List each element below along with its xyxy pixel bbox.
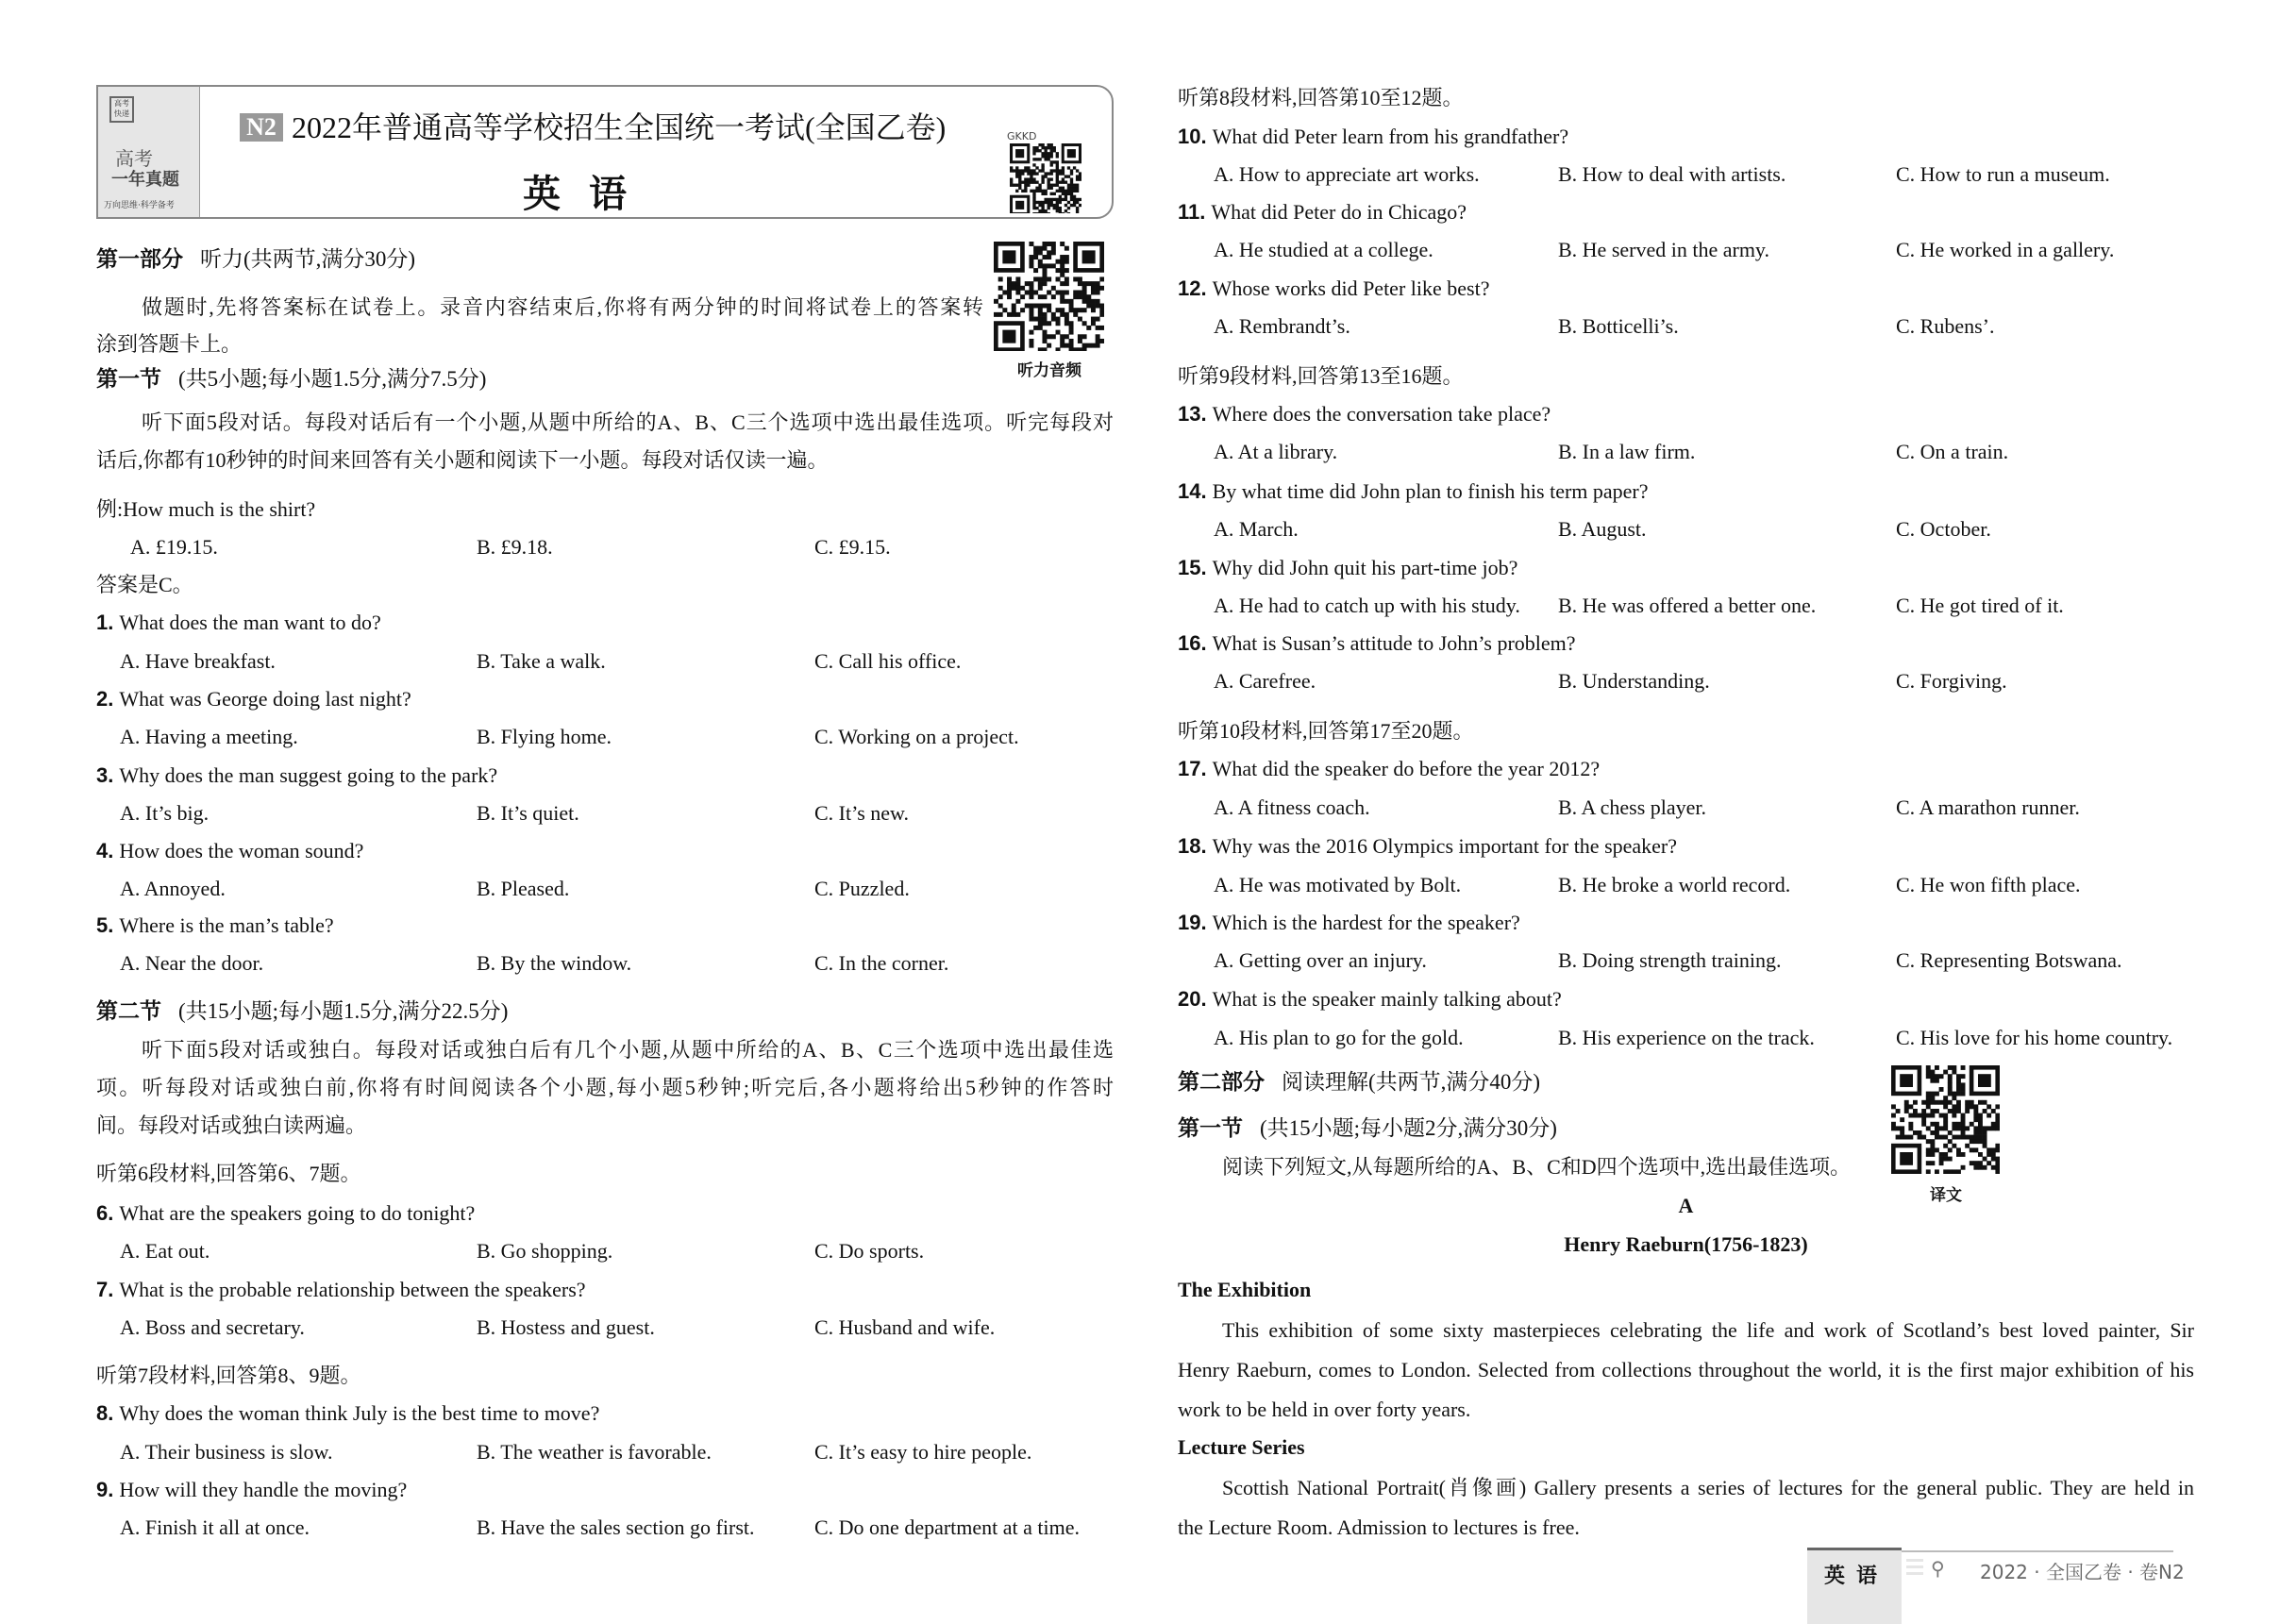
question <box>96 1477 407 1503</box>
text-line: Scottish National Portrait(肖像画) Gallery presents a series of lectures for the general public. They are held in <box>1222 1476 2194 1499</box>
text-line: 话后,你都有10秒钟的时间来回答有关小题和阅读下一小题。每段对话仅读一遍。 <box>96 448 829 472</box>
option-b[interactable]: B. His experience on the track. <box>1558 1026 1815 1049</box>
qr-code-listening-icon[interactable] <box>994 242 1104 351</box>
question-text: What is the probable relationship between the speakers? <box>119 1278 586 1301</box>
section-heading <box>1178 1115 1557 1142</box>
section-label: 第二部分 <box>1178 1070 1265 1094</box>
paper-badge: N2 <box>240 113 283 142</box>
question-number: 10. <box>1178 125 1207 148</box>
option-b[interactable]: B. Doing strength training. <box>1558 948 1782 972</box>
question <box>1178 910 1520 936</box>
option-a[interactable]: A. Have breakfast. <box>120 649 276 673</box>
text-line: 项。听每段对话或独白前,你将有时间阅读各个小题,每小题5秒钟;听完后,各小题将给出5秒钟的作答时 <box>96 1076 1114 1099</box>
option-a[interactable]: A. Boss and secretary. <box>120 1315 305 1339</box>
question-text: Why does the man suggest going to the park? <box>119 763 498 787</box>
option-a[interactable]: A. Having a meeting. <box>120 725 298 748</box>
footer-paper-info: 2022 · 全国乙卷 · 卷N2 <box>1980 1561 2185 1583</box>
section-label: 第一部分 <box>96 247 183 271</box>
section-heading <box>96 998 508 1025</box>
question-text: What did Peter do in Chicago? <box>1211 200 1467 224</box>
question-text: Why was the 2016 Olympics important for the speaker? <box>1212 834 1678 858</box>
question <box>96 912 334 939</box>
question-number: 5. <box>96 913 114 937</box>
option-c[interactable]: C. A marathon runner. <box>1896 795 2080 819</box>
question-text: What was George doing last night? <box>119 687 411 711</box>
question-number: 16. <box>1178 631 1207 655</box>
option-a[interactable]: A. Eat out. <box>120 1239 210 1263</box>
option-a[interactable]: A. A fitness coach. <box>1214 795 1370 819</box>
option-a[interactable]: A. Rembrandt’s. <box>1214 314 1350 338</box>
question-number: 8. <box>96 1401 114 1425</box>
option-a[interactable]: A. Near the door. <box>120 951 264 975</box>
qr-caption: GKKD <box>1007 130 1037 142</box>
question-text: How does the woman sound? <box>119 839 364 862</box>
option-a[interactable]: A. £19.15. <box>130 535 218 559</box>
footer-subject-tab <box>1807 1548 1902 1624</box>
option-a[interactable]: A. Annoyed. <box>120 877 226 900</box>
question <box>1178 401 1551 427</box>
question <box>1178 124 1568 150</box>
qr-code-icon[interactable] <box>1010 143 1081 213</box>
option-b[interactable]: B. The weather is favorable. <box>477 1440 712 1464</box>
option-c[interactable]: C. Puzzled. <box>814 877 910 900</box>
option-a[interactable]: A. Finish it all at once. <box>120 1515 310 1539</box>
qr-listening-label: 听力音频 <box>1017 361 1081 380</box>
option-b[interactable]: B. In a law firm. <box>1558 440 1696 463</box>
text-line: 例:How much is the shirt? <box>96 497 316 521</box>
option-a[interactable]: A. Getting over an injury. <box>1214 948 1427 972</box>
side-label-1: 高考 <box>115 147 153 170</box>
option-a[interactable]: A. It’s big. <box>120 801 210 825</box>
section-label: 第一节 <box>1178 1116 1243 1140</box>
option-c[interactable]: C. £9.15. <box>814 535 891 559</box>
question-text: Which is the hardest for the speaker? <box>1212 911 1520 934</box>
question-number: 7. <box>96 1278 114 1301</box>
text-line: 听第9段材料,回答第13至16题。 <box>1178 364 1464 388</box>
text-line: 阅读下列短文,从每题所给的A、B、C和D四个选项中,选出最佳选项。 <box>1222 1155 1852 1179</box>
exam-header <box>96 85 1114 219</box>
option-c[interactable]: C. He got tired of it. <box>1896 594 2064 617</box>
option-b[interactable]: B. He served in the army. <box>1558 238 1770 261</box>
question-number: 1. <box>96 611 114 634</box>
question-text: Whose works did Peter like best? <box>1212 276 1490 300</box>
question-number: 11. <box>1178 200 1206 224</box>
question-number: 17. <box>1178 757 1207 780</box>
option-a[interactable]: A. His plan to go for the gold. <box>1214 1026 1464 1049</box>
question <box>1178 555 1517 581</box>
option-c[interactable]: C. Call his office. <box>814 649 962 673</box>
option-b[interactable]: B. Understanding. <box>1558 669 1710 693</box>
question-number: 13. <box>1178 402 1207 426</box>
option-b[interactable]: B. Pleased. <box>477 877 570 900</box>
option-a[interactable]: A. At a library. <box>1214 440 1338 463</box>
passage-title: Henry Raeburn(1756-1823) <box>1564 1232 1808 1256</box>
question <box>96 1200 475 1227</box>
option-a[interactable]: A. He had to catch up with his study. <box>1214 594 1520 617</box>
option-c[interactable]: C. In the corner. <box>814 951 949 975</box>
option-c[interactable]: C. How to run a museum. <box>1896 162 2110 186</box>
option-c[interactable]: C. He won fifth place. <box>1896 873 2081 896</box>
footer-bars-decoration <box>1906 1559 1923 1579</box>
option-c[interactable]: C. Rubens’. <box>1896 314 1995 338</box>
question-number: 12. <box>1178 276 1207 300</box>
question-number: 4. <box>96 839 114 862</box>
option-a[interactable]: A. He studied at a college. <box>1214 238 1433 261</box>
question <box>96 1277 586 1303</box>
question-number: 2. <box>96 687 114 711</box>
option-b[interactable]: B. He was offered a better one. <box>1558 594 1817 617</box>
subheading: Lecture Series <box>1178 1435 1305 1459</box>
question <box>1178 833 1677 860</box>
option-c[interactable]: C. On a train. <box>1896 440 2009 463</box>
option-b[interactable]: B. Go shopping. <box>477 1239 613 1263</box>
question-number: 14. <box>1178 479 1207 503</box>
option-c[interactable]: C. Forgiving. <box>1896 669 2007 693</box>
question-text: Why did John quit his part-time job? <box>1212 556 1518 579</box>
text-line: 听第8段材料,回答第10至12题。 <box>1178 86 1464 109</box>
section-label: 第二节 <box>96 999 161 1023</box>
question-text: What did Peter learn from his grandfather? <box>1212 125 1569 148</box>
section-heading <box>1178 1069 1540 1096</box>
question-text: By what time did John plan to finish his term paper? <box>1212 479 1649 503</box>
option-c[interactable]: C. It’s new. <box>814 801 910 825</box>
question <box>1178 276 1489 302</box>
question-text: Where is the man’s table? <box>119 913 334 937</box>
question-number: 20. <box>1178 987 1207 1011</box>
option-c[interactable]: C. He worked in a gallery. <box>1896 238 2115 261</box>
text-line: This exhibition of some sixty masterpieces celebrating the life and work of Scotland’s best loved painter, Sir <box>1222 1318 2194 1342</box>
option-b[interactable]: B. He broke a world record. <box>1558 873 1791 896</box>
section-detail: (共15小题;每小题1.5分,满分22.5分) <box>178 999 509 1023</box>
side-label-2: 一年真题 <box>111 170 179 190</box>
question <box>1178 199 1467 226</box>
text-line: Henry Raeburn, comes to London. Selected from collections throughout the world, it is the first major exhibition of his <box>1178 1358 2194 1381</box>
side-brand: 万向思维·科学备考 <box>104 201 175 210</box>
question-text: What is Susan’s attitude to John’s problem? <box>1212 631 1576 655</box>
option-b[interactable]: B. £9.18. <box>477 535 553 559</box>
option-c[interactable]: C. It’s easy to hire people. <box>814 1440 1032 1464</box>
question-text: What did the speaker do before the year 2012? <box>1212 757 1601 780</box>
text-line: 听第6段材料,回答第6、7题。 <box>96 1162 361 1185</box>
option-b[interactable]: B. How to deal with artists. <box>1558 162 1786 186</box>
text-line: 间。每段对话或独白读两遍。 <box>96 1113 367 1137</box>
question-text: What is the speaker mainly talking about? <box>1212 987 1562 1011</box>
text-line: 答案是C。 <box>96 573 193 596</box>
option-c[interactable]: C. Representing Botswana. <box>1896 948 2122 972</box>
option-c[interactable]: C. His love for his home country. <box>1896 1026 2173 1049</box>
text-line: 听下面5段对话或独白。每段对话或独白后有几个小题,从题中所给的A、B、C三个选项中选出最佳选 <box>142 1038 1114 1062</box>
option-a[interactable]: A. Carefree. <box>1214 669 1316 693</box>
question <box>96 686 411 712</box>
question <box>96 610 381 636</box>
footer-divider <box>1902 1550 2173 1552</box>
question <box>96 1400 599 1427</box>
section-heading <box>96 366 486 393</box>
subheading: The Exhibition <box>1178 1278 1312 1301</box>
option-b[interactable]: B. By the window. <box>477 951 632 975</box>
question <box>1178 756 1600 782</box>
question <box>1178 478 1649 505</box>
question-text: Why does the woman think July is the best time to move? <box>119 1401 600 1425</box>
text-line: 听第10段材料,回答第17至20题。 <box>1178 719 1474 743</box>
footer-subject: 英语 <box>1824 1565 1889 1588</box>
search-icon: ⚲ <box>1931 1557 1945 1580</box>
option-a[interactable]: A. Their business is slow. <box>120 1440 333 1464</box>
question-text: What are the speakers going to do tonight? <box>119 1201 476 1225</box>
text-line: work to be held in over forty years. <box>1178 1398 1471 1421</box>
section-heading <box>96 246 415 273</box>
question <box>96 762 497 789</box>
option-b[interactable]: B. Botticelli’s. <box>1558 314 1679 338</box>
passage-title: A <box>1678 1194 1694 1217</box>
text-line: 听第7段材料,回答第8、9题。 <box>96 1364 361 1387</box>
question-text: What does the man want to do? <box>119 611 381 634</box>
option-b[interactable]: B. Hostess and guest. <box>477 1315 655 1339</box>
option-a[interactable]: A. He was motivated by Bolt. <box>1214 873 1462 896</box>
question <box>1178 986 1562 1013</box>
option-b[interactable]: B. Take a walk. <box>477 649 606 673</box>
option-a[interactable]: A. How to appreciate art works. <box>1214 162 1480 186</box>
text-line: 听下面5段对话。每段对话后有一个小题,从题中所给的A、B、C三个选项中选出最佳选项。听完每段对 <box>142 410 1114 434</box>
option-c[interactable]: C. Do sports. <box>814 1239 925 1263</box>
question-text: Where does the conversation take place? <box>1212 402 1551 426</box>
option-c[interactable]: C. October. <box>1896 517 1991 541</box>
question <box>1178 630 1576 657</box>
option-c[interactable]: C. Working on a project. <box>814 725 1019 748</box>
question-number: 15. <box>1178 556 1207 579</box>
question-number: 9. <box>96 1478 114 1501</box>
section-detail: 阅读理解(共两节,满分40分) <box>1282 1070 1541 1094</box>
option-c[interactable]: C. Husband and wife. <box>814 1315 996 1339</box>
qr-translation-label: 译文 <box>1930 1186 1962 1205</box>
section-detail: (共15小题;每小题2分,满分30分) <box>1260 1116 1557 1140</box>
question <box>96 838 363 864</box>
exam-title: 2022年普通高等学校招生全国统一考试(全国乙卷) <box>292 110 947 144</box>
question-number: 6. <box>96 1201 114 1225</box>
question-text: How will they handle the moving? <box>119 1478 408 1501</box>
option-b[interactable]: B. A chess player. <box>1558 795 1707 819</box>
option-b[interactable]: B. August. <box>1558 517 1647 541</box>
question-number: 18. <box>1178 834 1207 858</box>
option-c[interactable]: C. Do one department at a time. <box>814 1515 1081 1539</box>
section-detail: 听力(共两节,满分30分) <box>200 247 416 271</box>
section-detail: (共5小题;每小题1.5分,满分7.5分) <box>178 367 487 391</box>
qr-code-translation-icon[interactable] <box>1891 1065 2000 1174</box>
option-b[interactable]: B. Flying home. <box>477 725 612 748</box>
option-b[interactable]: B. It’s quiet. <box>477 801 579 825</box>
question-number: 19. <box>1178 911 1207 934</box>
brand-logo-icon: 高考快递 <box>109 96 134 123</box>
text-line: 涂到答题卡上。 <box>96 332 243 356</box>
section-label: 第一节 <box>96 367 161 391</box>
text-line: the Lecture Room. Admission to lectures is free. <box>1178 1515 1580 1539</box>
option-a[interactable]: A. March. <box>1214 517 1299 541</box>
option-b[interactable]: B. Have the sales section go first. <box>477 1515 755 1539</box>
header-side-panel <box>98 87 200 217</box>
text-line: 做题时,先将答案标在试卷上。录音内容结束后,你将有两分钟的时间将试卷上的答案转 <box>142 295 983 319</box>
subject-title: 英语 <box>523 173 655 216</box>
question-number: 3. <box>96 763 114 787</box>
